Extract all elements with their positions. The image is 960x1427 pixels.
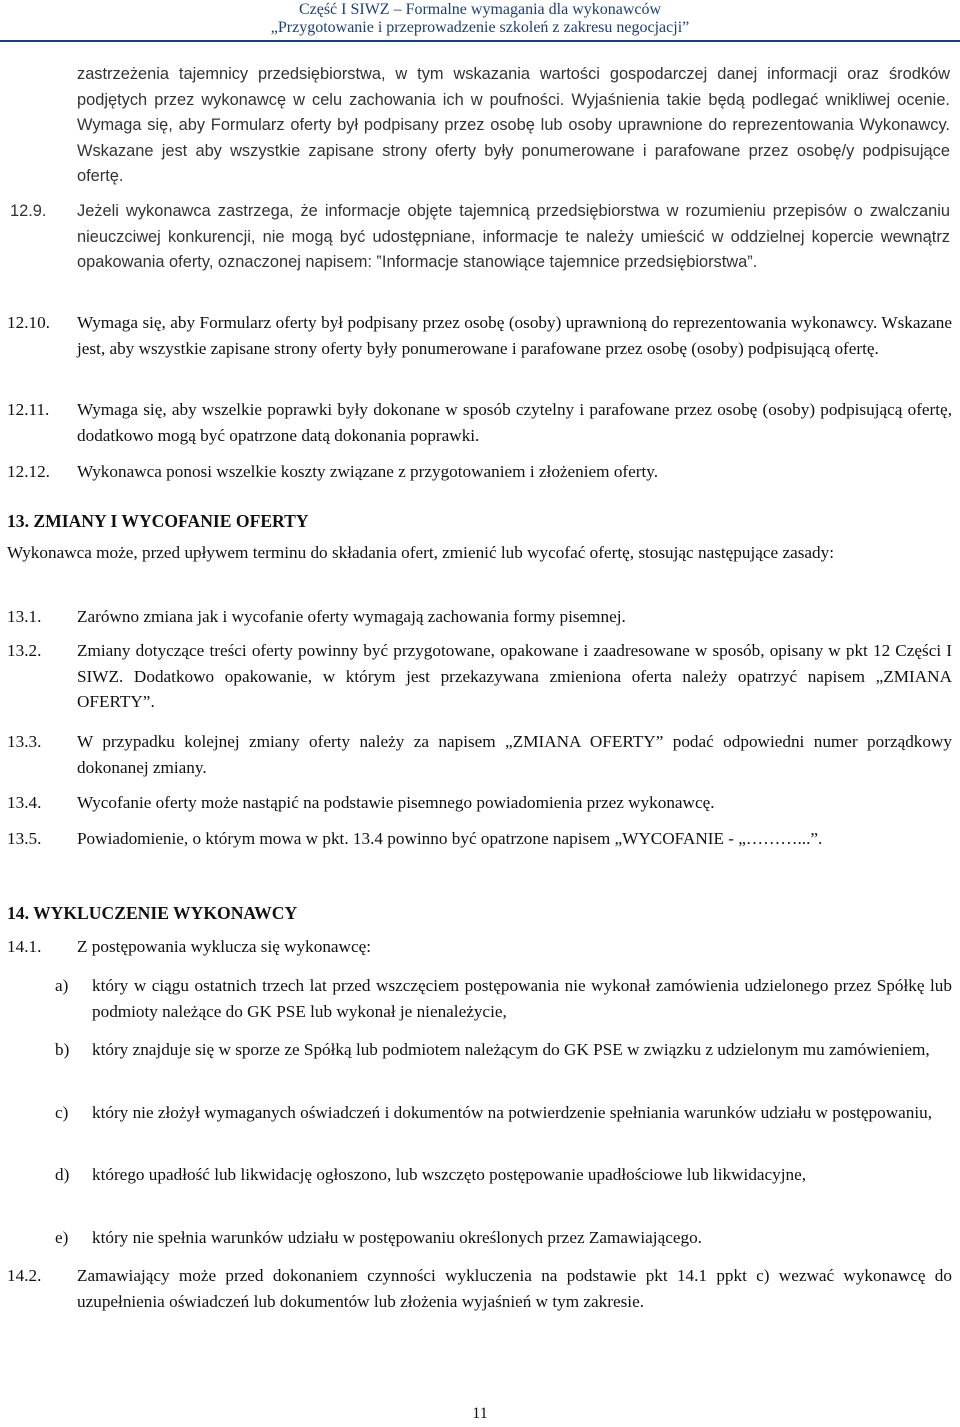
header-subtitle: „Przygotowanie i przeprowadzenie szkoleń z zakresu negocjacji” [270, 19, 690, 36]
section-14-title: 14. WYKLUCZENIE WYKONAWCY [7, 903, 298, 923]
item-12-12-text: Wykonawca ponosi wszelkie koszty związane z przygotowaniem i złożeniem oferty. [77, 462, 659, 481]
item-13-3-text: W przypadku kolejnej zmiany oferty należy za napisem „ZMIANA OFERTY” podać odpowiedni numer porządkowy dokonanej zmiany. [77, 732, 952, 777]
item-14-1-number: 14.1. [7, 937, 42, 956]
item-14-1-b-text: który znajduje się w sporze ze Spółką lub podmiotem należącym do GK PSE w związku z udzielonym mu zamówieniem, [92, 1040, 930, 1059]
item-13-3-number: 13.3. [7, 732, 42, 751]
item-12-10-text: Wymaga się, aby Formularz oferty był podpisany przez osobę (osoby) uprawnioną do reprezentowania wykonawcy. Wskazane jest, aby wszystkie zapisane strony oferty były ponumerowane i parafowane przez osobę (osoby) podpisującą ofertę. [77, 313, 952, 358]
item-13-2-text: Zmiany dotyczące treści oferty powinny być przygotowane, opakowane i zaadresowane w sposób, opisany w pkt 12 Części I SIWZ. Dodatkowo opakowanie, w którym jest przekazywana zmieniona oferta należy opatrzyć napisem „ZMIANA OFERTY”. [77, 641, 952, 711]
page-number: 11 [472, 1405, 488, 1422]
section-13-title: 13. ZMIANY I WYCOFANIE OFERTY [7, 511, 309, 531]
item-13-4-number: 13.4. [7, 793, 42, 812]
item-12-9-number: 12.9. [10, 202, 47, 220]
item-12-9-text: Jeżeli wykonawca zastrzega, że informacje objęte tajemnicą przedsiębiorstwa w rozumieniu przepisów o zwalczaniu nieuczciwej konkurencji, nie mogą być udostępniane, informacje te należy umieścić w oddzielnej kopercie wewnątrz opakowania oferty, oznaczonej napisem: ‟Informacje stanowiące tajemnice przedsiębiorstwa”. [77, 202, 950, 271]
item-14-1-d-text: którego upadłość lub likwidację ogłoszono, lub wszczęto postępowanie upadłościowe lub likwidacyjne, [92, 1165, 807, 1184]
item-14-1-a-letter: a) [55, 976, 69, 995]
item-14-1-e-letter: e) [55, 1228, 69, 1247]
item-14-1-b-letter: b) [55, 1040, 70, 1059]
item-14-1-d-letter: d) [55, 1165, 70, 1184]
item-14-1-a-text: który w ciągu ostatnich trzech lat przed wszczęciem postępowania nie wykonał zamówienia udzielonego przez Spółkę lub podmioty należące do GK PSE lub wykonał je nienależycie, [92, 976, 952, 1021]
item-14-1-c-letter: c) [55, 1103, 69, 1122]
header-title: Część I SIWZ – Formalne wymagania dla wykonawców [298, 1, 662, 18]
item-12-10-number: 12.10. [7, 313, 50, 332]
item-14-2-number: 14.2. [7, 1266, 42, 1285]
item-12-11-text: Wymaga się, aby wszelkie poprawki były dokonane w sposób czytelny i parafowane przez osobę (osoby) podpisującą ofertę, dodatkowo mogą być opatrzone datą dokonania poprawki. [77, 400, 952, 445]
item-12-12-number: 12.12. [7, 462, 50, 481]
item-13-2-number: 13.2. [7, 641, 42, 660]
item-13-4-text: Wycofanie oferty może nastąpić na podstawie pisemnego powiadomienia przez wykonawcę. [77, 793, 715, 812]
item-13-1-number: 13.1. [7, 607, 42, 626]
item-13-1-text: Zarówno zmiana jak i wycofanie oferty wymagają zachowania formy pisemnej. [77, 607, 626, 626]
item-14-1-text: Z postępowania wyklucza się wykonawcę: [77, 937, 372, 956]
item-14-1-c-text: który nie złożył wymaganych oświadczeń i dokumentów na potwierdzenie spełniania warunków udziału w postępowaniu, [92, 1103, 933, 1122]
item-13-5-text: Powiadomienie, o którym mowa w pkt. 13.4 powinno być opatrzone napisem „WYCOFANIE - „………...”. [77, 829, 823, 848]
intro-paragraph: zastrzeżenia tajemnicy przedsiębiorstwa, w tym wskazania wartości gospodarczej danej informacji oraz środków podjętych przez wykonawcę w celu zachowania ich w poufności. Wyjaśnienia takie będą podlegać wnikliwej ocenie. Wymaga się, aby Formularz oferty był podpisany przez osobę lub osoby uprawnione do reprezentowania Wykonawcy. Wskazane jest aby wszystkie zapisane strony oferty były ponumerowane i parafowane przez osobę/y podpisujące ofertę. [77, 65, 950, 185]
item-13-5-number: 13.5. [7, 829, 42, 848]
item-14-1-e-text: który nie spełnia warunków udziału w postępowaniu określonych przez Zamawiającego. [92, 1228, 702, 1247]
page-header [0, 0, 960, 42]
section-13-intro: Wykonawca może, przed upływem terminu do składania ofert, zmienić lub wycofać ofertę, stosując następujące zasady: [7, 543, 834, 562]
item-12-11-number: 12.11. [7, 400, 50, 419]
item-14-2-text: Zamawiający może przed dokonaniem czynności wykluczenia na podstawie pkt 14.1 ppkt c) wezwać wykonawcę do uzupełnienia oświadczeń lub dokumentów lub złożenia wyjaśnień w tym zakresie. [77, 1266, 952, 1311]
